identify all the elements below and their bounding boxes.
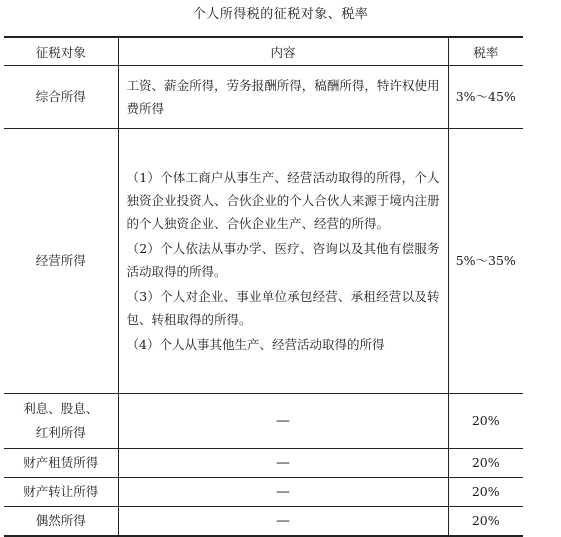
content-paragraph: （1）个体工商户从事生产、经营活动取得的所得，个人独资企业投资人、合伙企业的个人合伙人来源于境内注册的个人独资企业、合伙企业生产、经营的所得。 (126, 169, 440, 231)
content-paragraph: （3）个人对企业、事业单位承包经营、承租经营以及转包、转租取得的所得。 (126, 288, 440, 327)
row-object: 综合所得 (4, 66, 118, 129)
content-paragraph: 工资、薪金所得，劳务报酬所得，稿酬所得，特许权使用费所得 (126, 77, 440, 116)
header-content: 内容 (118, 37, 448, 66)
row-rate: 20% (448, 507, 523, 537)
row-object: 利息、股息、红利所得 (4, 394, 118, 449)
table-body (4, 66, 523, 537)
row-rate: 5%～35% (448, 129, 523, 394)
row-rate: 20% (448, 394, 523, 449)
content-paragraph: （2）个人依法从事办学、医疗、咨询以及其他有偿服务活动取得的所得。 (126, 240, 440, 279)
row-content-dash: — (118, 507, 448, 537)
row-object: 财产租赁所得 (4, 449, 118, 478)
table-title: 个人所得税的征税对象、税率 (192, 7, 369, 22)
table-row (4, 66, 523, 129)
row-content (118, 66, 448, 129)
row-object: 偶然所得 (4, 507, 118, 537)
row-rate: 20% (448, 478, 523, 507)
tax-rate-table (4, 36, 523, 537)
row-rate: 20% (448, 449, 523, 478)
row-object: 经营所得 (4, 129, 118, 394)
row-content-dash: — (118, 449, 448, 478)
row-rate: 3%～45% (448, 66, 523, 129)
header-rate: 税率 (448, 37, 523, 66)
header-row (4, 37, 523, 66)
header-object: 征税对象 (4, 37, 118, 66)
table-row (4, 507, 523, 537)
table-header (4, 37, 523, 66)
table-row (4, 449, 523, 478)
table-row (4, 478, 523, 507)
row-content (118, 129, 448, 394)
row-object: 财产转让所得 (4, 478, 118, 507)
row-content-dash: — (118, 478, 448, 507)
table-row (4, 129, 523, 394)
table-row (4, 394, 523, 449)
content-paragraph: （4）个人从事其他生产、经营活动取得的所得 (126, 336, 385, 352)
row-content-dash: — (118, 394, 448, 449)
